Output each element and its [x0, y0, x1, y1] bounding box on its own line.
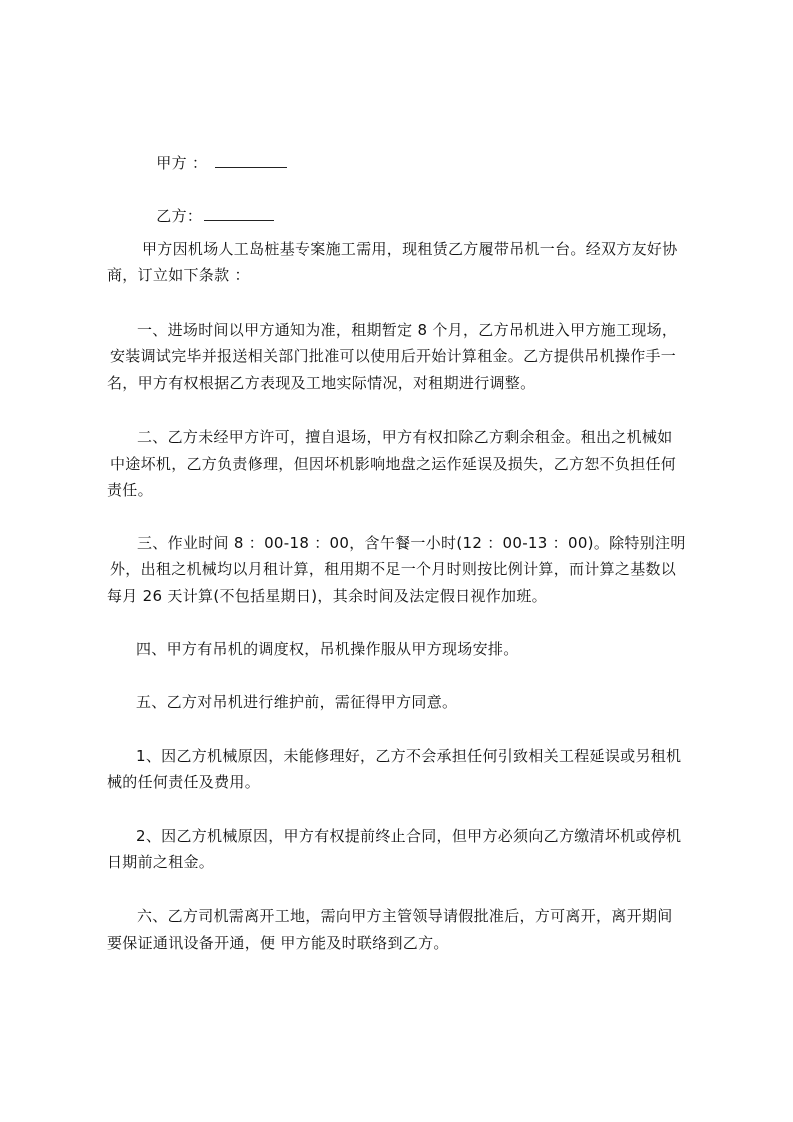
intro-line-1: 甲方因机场人工岛桩基专案施工需用，现租赁乙方履带吊机一台。经双方友好协: [142, 240, 678, 258]
clause-1-line-2: 安装调试完毕并报送相关部门批准可以使用后开始计算租金。乙方提供吊机操作手一: [110, 347, 677, 365]
clause-3-line-3: 每月 26 天计算(不包括星期日)，其余时间及法定假日视作加班。: [107, 587, 547, 605]
party-b-blank: [204, 206, 274, 221]
party-b-line: [136, 186, 274, 246]
clause-6-line-1: 六、乙方司机需离开工地，需向甲方主管领导请假批准后，方可离开，离开期间: [137, 907, 673, 925]
clause-6-line-2: 要保证通讯设备开通，便 甲方能及时联络到乙方。: [107, 934, 449, 952]
party-a-blank: [215, 153, 287, 168]
party-a-line: [136, 133, 287, 193]
clause-2-line-1: 二、乙方未经甲方许可，擅自退场，甲方有权扣除乙方剩余租金。租出之机械如: [137, 428, 673, 446]
intro-line-2: 商，订立如下条款 ：: [107, 266, 250, 284]
party-a-label: 甲方 ：: [156, 154, 208, 172]
clause-5-2-line-1: 2、因乙方机械原因，甲方有权提前终止合同，但甲方必须向乙方缴清坏机或停机: [136, 827, 682, 845]
clause-5-1-line-2: 械的任何责任及费用。: [107, 773, 261, 791]
clause-3-line-2: 外，出租之机械均以月租计算，租用期不足一个月时则按比例计算，而计算之基数以: [110, 560, 677, 578]
clause-3-line-1: 三、作业时间 8 ：00-18 ：00，含午餐一小时(12 ：00-13 ：00)。除特别注明: [137, 534, 686, 552]
clause-4-line-1: 四、甲方有吊机的调度权，吊机操作服从甲方现场安排。: [136, 640, 519, 658]
clause-2-line-2: 中途坏机，乙方负责修理，但因坏机影响地盘之运作延误及损失，乙方恕不负担任何: [110, 455, 677, 473]
clause-5-2-line-2: 日期前之租金。: [107, 853, 215, 871]
clause-2-line-3: 责任。: [107, 481, 153, 499]
clause-1-line-1: 一、进场时间以甲方通知为准，租期暂定 8 个月，乙方吊机进入甲方施工现场，: [137, 321, 678, 339]
clause-1-line-3: 名，甲方有权根据乙方表现及工地实际情况，对租期进行调整。: [107, 374, 536, 392]
clause-5-1-line-1: 1、因乙方机械原因，未能修理好，乙方不会承担任何引致相关工程延误或另租机: [136, 747, 682, 765]
party-b-label: 乙方：: [156, 207, 203, 225]
clause-5-line-1: 五、乙方对吊机进行维护前，需征得甲方同意。: [136, 693, 458, 711]
